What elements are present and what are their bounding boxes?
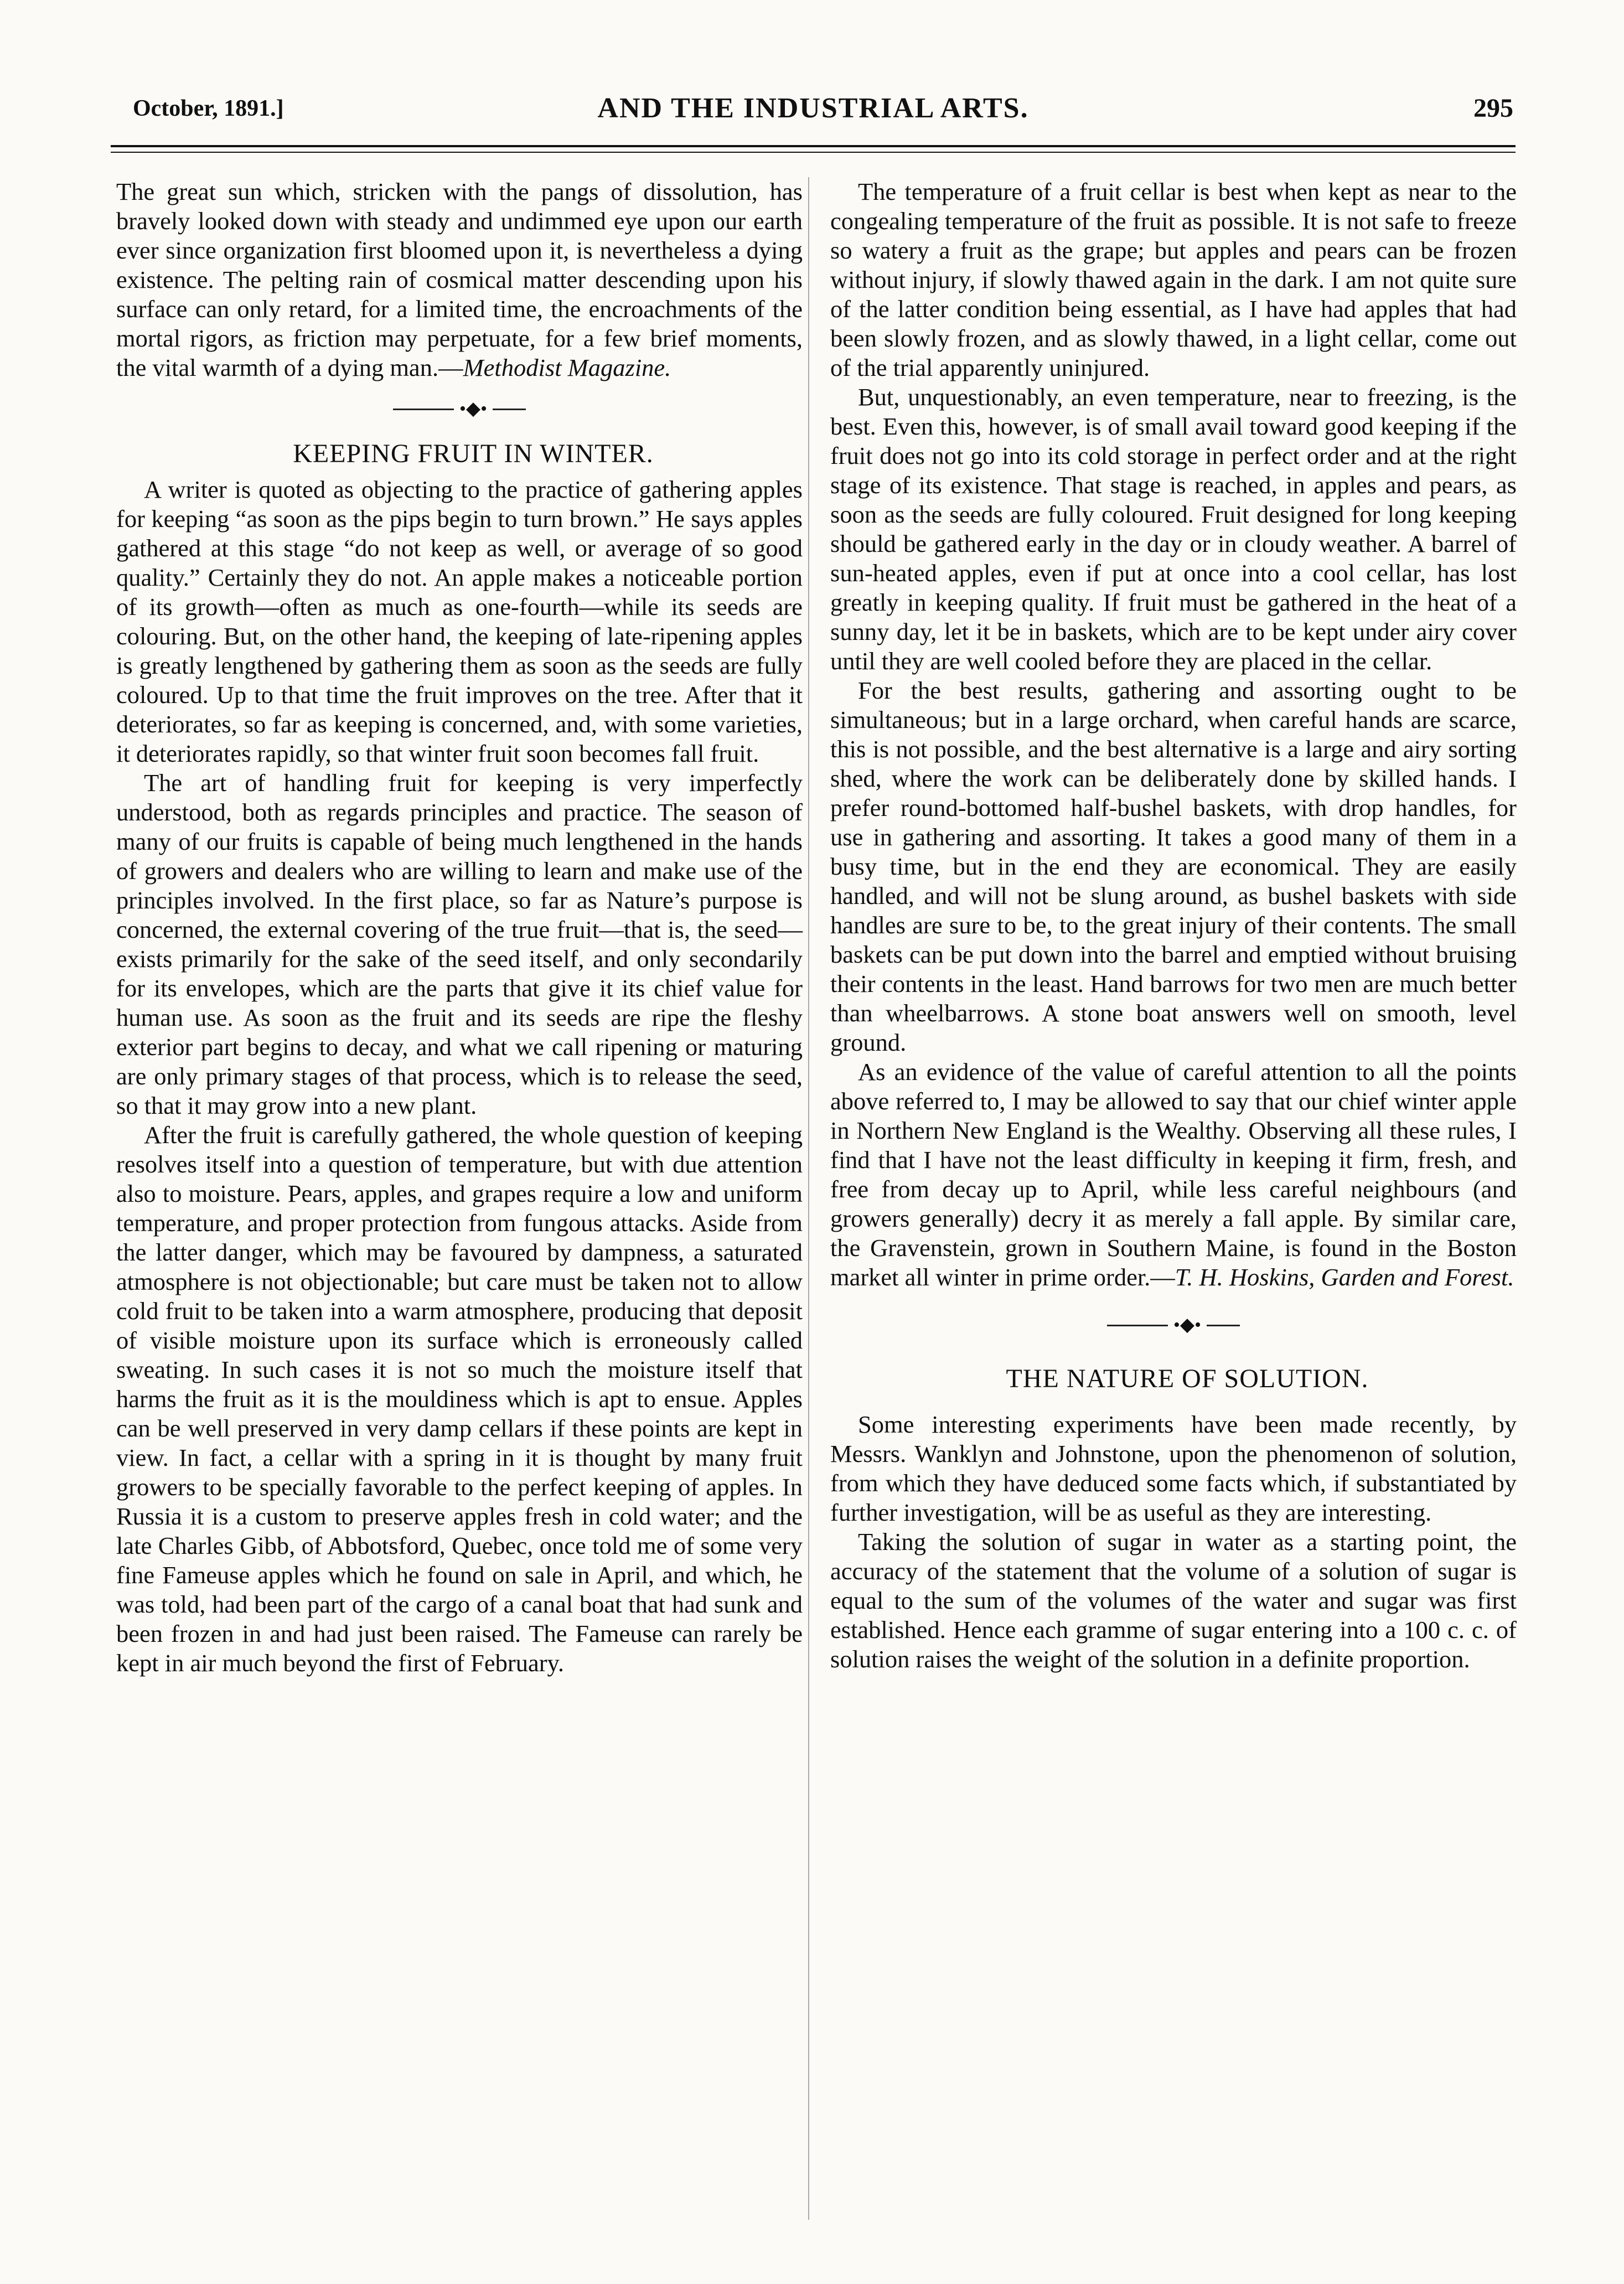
article-paragraph: For the best results, gathering and assorting ought to be simultaneous; but in a large orchard, when careful hands are scarce, this is not possible, and the best alternative is a large and airy sorting shed, where the work can be deliberately done by skilled hands. I prefer round-bottomed half-bushel baskets, with drop handles, for use in gathering and assorting. It takes a good many of them in a busy time, but in the end they are economical. They are easily handled, and will not be slung around, as bushel baskets with side handles are sure to be, to the great injury of their contents. The small baskets can be put down into the barrel and emptied without bruising their contents in the least. Hand barrows for two men are much better than wheelbarrows. A stone boat answers well on smooth, level ground. [830,676,1517,1056]
article-paragraph: But, unquestionably, an even temperature, near to freezing, is the best. Even this, however, is of small avail toward good keeping if the fruit does not go into its cold storage in perfect order and at the right stage of its existence. That stage is reached, in apples and pears, as soon as the seeds are fully coloured. Fruit designed for long keeping should be gathered early in the day or in cloudy weather. A barrel of sun-heated apples, even if put at once into a cool cellar, has lost greatly in keeping quality. If fruit must be gathered in the heat of a sunny day, let it be in baskets, which are to be kept under airy cover until they are well cooled before they are placed in the cellar. [830,383,1517,675]
ornament-glyph: •◆• [1173,1315,1201,1335]
closing-source: T. H. Hoskins, Garden and Forest. [1175,1263,1514,1291]
article-paragraph: The art of handling fruit for keeping is very imperfectly understood, both as regards principles and practice. The season of many of our fruits is capable of being much lengthened in the hands of growers and dealers who are willing to learn and make use of the principles involved. In the first place, so far as Nature’s purpose is concerned, the external covering of the true fruit—that is, the seed—exists primarily for the sake of the seed itself, and only secondarily for its envelopes, which are the parts that give it its chief value for human use. As soon as the fruit and its seeds are ripe the fleshy exterior part begins to decay, and what we call ripening or maturing are only primary stages of that process, which is to release the seed, so that it may grow into a new plant. [116,769,803,1119]
header-rule-thin [111,152,1516,153]
intro-source: Methodist Magazine. [463,354,671,381]
article-paragraph: Some interesting experiments have been made recently, by Messrs. Wanklyn and Johnstone, upon the phenomenon of solution, from which they have deduced some facts which, if substantiated by further investigation, will be as useful as they are interesting. [830,1410,1517,1526]
running-head [111,83,1516,133]
article-paragraph: A writer is quoted as objecting to the practice of gathering apples for keeping “as soon as the pips begin to turn brown.” He says apples gathered at this stage “do not keep as well, or average of so good quality.” Certainly they do not. An apple makes a noticeable portion of its growth—often as much as one-fourth—while its seeds are colouring. But, on the other hand, the keeping of late-ripening apples is greatly lengthened by gathering them as soon as the seeds are fully coloured. Up to that time the fruit improves on the tree. After that it deteriorates, so far as keeping is concerned, and, with some varieties, it deteriorates rapidly, so that winter fruit soon becomes fall fruit. [116,476,803,767]
article-paragraph: The temperature of a fruit cellar is best when kept as near to the congealing temperature of the fruit as possible. It is not safe to freeze so watery a fruit as the grape; but apples and pears can be frozen without injury, if slowly thawed again in the dark. I am not quite sure of the latter condition being essential, as I have had apples that had been slowly frozen, and as slowly thawed, in a light cellar, come out of the trial apparently uninjured. [830,178,1517,381]
article-paragraph: After the fruit is carefully gathered, the whole question of keeping resolves itself into a question of temperature, but with due attention also to moisture. Pears, apples, and grapes require a low and uniform temperature, and proper protection from fungous attacks. Aside from the latter danger, which may be favoured by dampness, a saturated atmosphere is not objectionable; but care must be taken not to allow cold fruit to be taken into a warm atmosphere, producing that deposit of visible moisture upon its surface which is erroneously called sweating. In such cases it is not so much the moisture itself that harms the fruit as it is the mouldiness which is apt to ensue. Apples can be well preserved in very damp cellars if these points are kept in view. In fact, a cellar with a spring in it is thought by many fruit growers to be specially favorable to the perfect keeping of apples. In Russia it is a custom to preserve apples fresh in cold water; and the late Charles Gibb, of Abbotsford, Quebec, once told me of some very fine Fameuse apples which he found on sale in April, and which, he was told, had been part of the cargo of a canal boat that had sunk and been frozen in and had just been raised. The Fameuse can rarely be kept in air much beyond the first of February. [116,1121,803,1677]
column-divider [808,177,809,2220]
running-title: AND THE INDUSTRIAL ARTS. [597,92,1029,124]
section-ornament [116,392,803,426]
article-heading-nature-of-solution: THE NATURE OF SOLUTION. [1006,1364,1369,1393]
ornament-glyph: •◆• [459,399,487,419]
header-rule-thick [111,145,1516,147]
left-column [116,177,803,1678]
page-number: 295 [1473,94,1513,123]
article-heading-keeping-fruit: KEEPING FRUIT IN WINTER. [293,439,654,468]
issue-date: October, 1891.] [133,96,284,121]
section-ornament [830,1309,1517,1342]
article-paragraph: Taking the solution of sugar in water as a starting point, the accuracy of the statement that the volume of a solution of sugar is equal to the sum of the volumes of the water and sugar was first established. Hence each gramme of sugar entering into a 100 c. c. of solution raises the weight of the solution in a definite proportion. [830,1528,1517,1673]
article-paragraph: As an evidence of the value of careful attention to all the points above referred to, I may be allowed to say that our chief winter apple in Northern New England is the Wealthy. Observing all these rules, I find that I have not the least difficulty in keeping it firm, fresh, and free from decay up to April, while less careful neighbours (and growers generally) decry it as merely a fall apple. By similar care, the Gravenstein, grown in Southern Maine, is found in the Boston market all winter in prime order.—T. H. Hoskins, Garden and Forest. [830,1058,1517,1291]
intro-paragraph: The great sun which, stricken with the pangs of dissolution, has bravely looked down with steady and undimmed eye upon our earth ever since organization first bloomed upon it, is nevertheless a dying existence. The pelting rain of cosmical matter descending upon his surface can only retard, for a limited time, the encroachments of the mortal rigors, as friction may perpetuate, for a few brief moments, the vital warmth of a dying man.—Methodist Magazine. [116,178,803,381]
right-column [830,177,1517,1674]
